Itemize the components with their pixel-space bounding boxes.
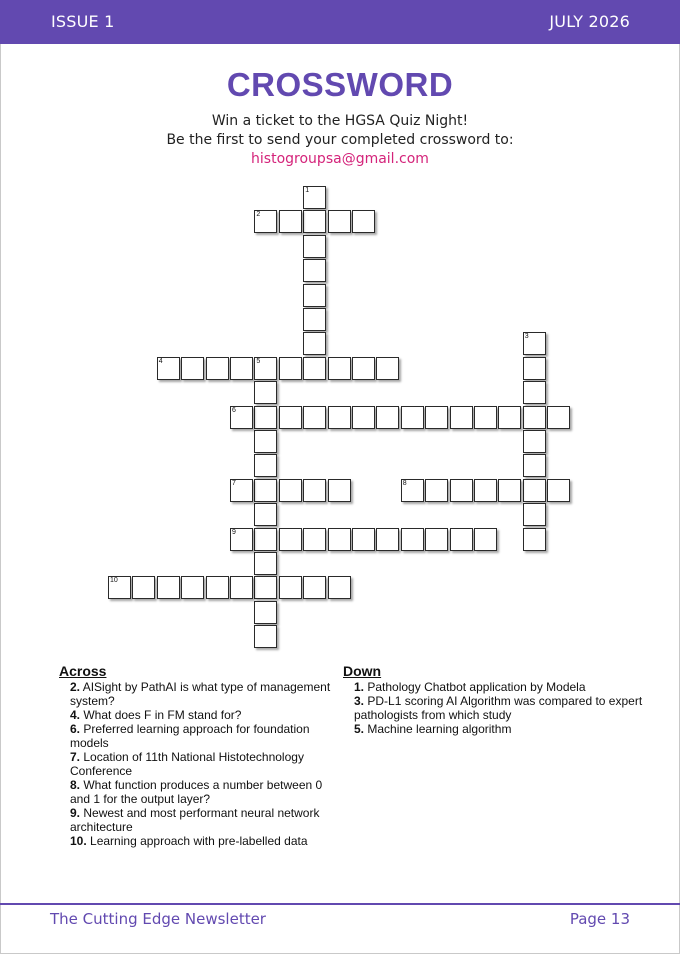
crossword-cell[interactable] (279, 357, 302, 380)
clue-item: 1. Pathology Chatbot application by Modela (354, 680, 586, 694)
crossword-cell[interactable] (230, 479, 253, 502)
clue-item: 5. Machine learning algorithm (354, 722, 512, 736)
crossword-cell[interactable] (450, 406, 473, 429)
crossword-cell[interactable] (254, 454, 277, 477)
page-title: CROSSWORD (226, 66, 454, 103)
crossword-cell[interactable] (547, 406, 570, 429)
crossword-cell[interactable] (132, 576, 155, 599)
crossword-cell[interactable] (474, 479, 497, 502)
clue-number: 3 (524, 333, 529, 341)
crossword-cell[interactable] (230, 528, 253, 551)
crossword-cell[interactable] (303, 186, 326, 209)
crossword-cell[interactable] (376, 406, 399, 429)
crossword-cell[interactable] (328, 357, 351, 380)
crossword-cell[interactable] (401, 528, 424, 551)
crossword-cell[interactable] (279, 528, 302, 551)
crossword-cell[interactable] (254, 210, 277, 233)
crossword-cell[interactable] (254, 381, 277, 404)
crossword-cell[interactable] (376, 357, 399, 380)
crossword-cell[interactable] (230, 357, 253, 380)
crossword-cell[interactable] (523, 406, 546, 429)
crossword-cell[interactable] (328, 576, 351, 599)
crossword-cell[interactable] (157, 576, 180, 599)
crossword-cell[interactable] (303, 479, 326, 502)
crossword-cell[interactable] (230, 576, 253, 599)
crossword-cell[interactable] (254, 430, 277, 453)
crossword-cell[interactable] (303, 576, 326, 599)
crossword-cell[interactable] (254, 552, 277, 575)
clue-item: 6. Preferred learning approach for foundation models (70, 722, 310, 750)
crossword-cell[interactable] (450, 479, 473, 502)
clue-item: 9. Newest and most performant neural network architecture (70, 806, 320, 834)
crossword-cell[interactable] (425, 528, 448, 551)
crossword-cell[interactable] (254, 625, 277, 648)
crossword-cell[interactable] (254, 601, 277, 624)
clue-number: 4 (158, 357, 163, 365)
crossword-cell[interactable] (328, 406, 351, 429)
crossword-cell[interactable] (303, 210, 326, 233)
crossword-cell[interactable] (181, 576, 204, 599)
crossword-cell[interactable] (547, 479, 570, 502)
clue-item: 2. AISight by PathAI is what type of management system? (70, 680, 331, 708)
crossword-cell[interactable] (401, 479, 424, 502)
crossword-cell[interactable] (523, 381, 546, 404)
crossword-cell[interactable] (352, 210, 375, 233)
crossword-cell[interactable] (279, 406, 302, 429)
crossword-cell[interactable] (401, 406, 424, 429)
newsletter-name: The Cutting Edge Newsletter (50, 910, 266, 928)
crossword-cell[interactable] (450, 528, 473, 551)
issue-label: ISSUE 1 (51, 12, 115, 31)
clue-item: 8. What function produces a number between 0 and 1 for the output layer? (70, 778, 323, 806)
clue-item: 4. What does F in FM stand for? (70, 708, 242, 722)
clue-number: 6 (232, 406, 236, 414)
crossword-cell[interactable] (279, 479, 302, 502)
clue-number: 2 (256, 211, 261, 219)
across-heading: Across (59, 663, 107, 679)
crossword-cell[interactable] (279, 210, 302, 233)
crossword-cell[interactable] (328, 528, 351, 551)
crossword-cell[interactable] (328, 479, 351, 502)
crossword-cell[interactable] (523, 332, 546, 355)
crossword-cell[interactable] (303, 406, 326, 429)
clue-item: 7. Location of 11th National Histotechnology Conference (70, 750, 304, 778)
contact-email[interactable]: histogroupsa@gmail.com (251, 151, 429, 167)
page-number: Page 13 (569, 910, 630, 928)
crossword-cell[interactable] (523, 357, 546, 380)
clue-number: 8 (402, 479, 407, 487)
footer-rule (0, 903, 680, 905)
crossword-cell[interactable] (230, 406, 253, 429)
crossword-cell[interactable] (474, 528, 497, 551)
crossword-cell[interactable] (303, 235, 326, 258)
crossword-cell[interactable] (474, 406, 497, 429)
crossword-cell[interactable] (523, 503, 546, 526)
crossword-cell[interactable] (254, 576, 277, 599)
crossword-cell[interactable] (303, 332, 326, 355)
crossword-cell[interactable] (206, 357, 229, 380)
crossword-cell[interactable] (303, 308, 326, 331)
crossword-cell[interactable] (254, 406, 277, 429)
crossword-cell[interactable] (303, 284, 326, 307)
issue-date: JULY 2026 (549, 12, 630, 31)
crossword-cell[interactable] (523, 454, 546, 477)
clue-number: 5 (256, 357, 261, 365)
crossword-cell[interactable] (425, 479, 448, 502)
crossword-cell[interactable] (254, 357, 277, 380)
crossword-cell[interactable] (108, 576, 131, 599)
crossword-cell[interactable] (523, 430, 546, 453)
crossword-cell[interactable] (279, 576, 302, 599)
crossword-cell[interactable] (498, 479, 521, 502)
clue-item: 3. PD-L1 scoring AI Algorithm was compared to expert pathologists from which study (354, 694, 643, 722)
crossword-cell[interactable] (254, 528, 277, 551)
crossword-cell[interactable] (303, 528, 326, 551)
across-clues (59, 664, 344, 848)
clue-number: 9 (232, 528, 236, 536)
crossword-cell[interactable] (352, 528, 375, 551)
crossword-cell[interactable] (254, 479, 277, 502)
crossword-cell[interactable] (376, 528, 399, 551)
crossword-cell[interactable] (254, 503, 277, 526)
clue-item: 10. Learning approach with pre-labelled data (70, 834, 308, 848)
crossword-cell[interactable] (523, 479, 546, 502)
crossword-cell[interactable] (328, 210, 351, 233)
clue-number: 10 (110, 577, 118, 585)
crossword-cell[interactable] (181, 357, 204, 380)
down-heading: Down (343, 663, 382, 679)
down-clues (343, 664, 643, 736)
intro-line-2: Be the first to send your completed crossword to: (166, 132, 514, 148)
crossword-cell[interactable] (157, 357, 180, 380)
intro-line-1: Win a ticket to the HGSA Quiz Night! (211, 113, 469, 129)
clue-number: 7 (232, 479, 236, 487)
crossword-cell[interactable] (352, 357, 375, 380)
clue-number: 1 (305, 187, 310, 194)
crossword-cell[interactable] (303, 357, 326, 380)
crossword-cell[interactable] (498, 406, 521, 429)
crossword-cell[interactable] (206, 576, 229, 599)
crossword-cell[interactable] (352, 406, 375, 429)
crossword-cell[interactable] (523, 528, 546, 551)
crossword-cell[interactable] (425, 406, 448, 429)
crossword-cell[interactable] (303, 259, 326, 282)
